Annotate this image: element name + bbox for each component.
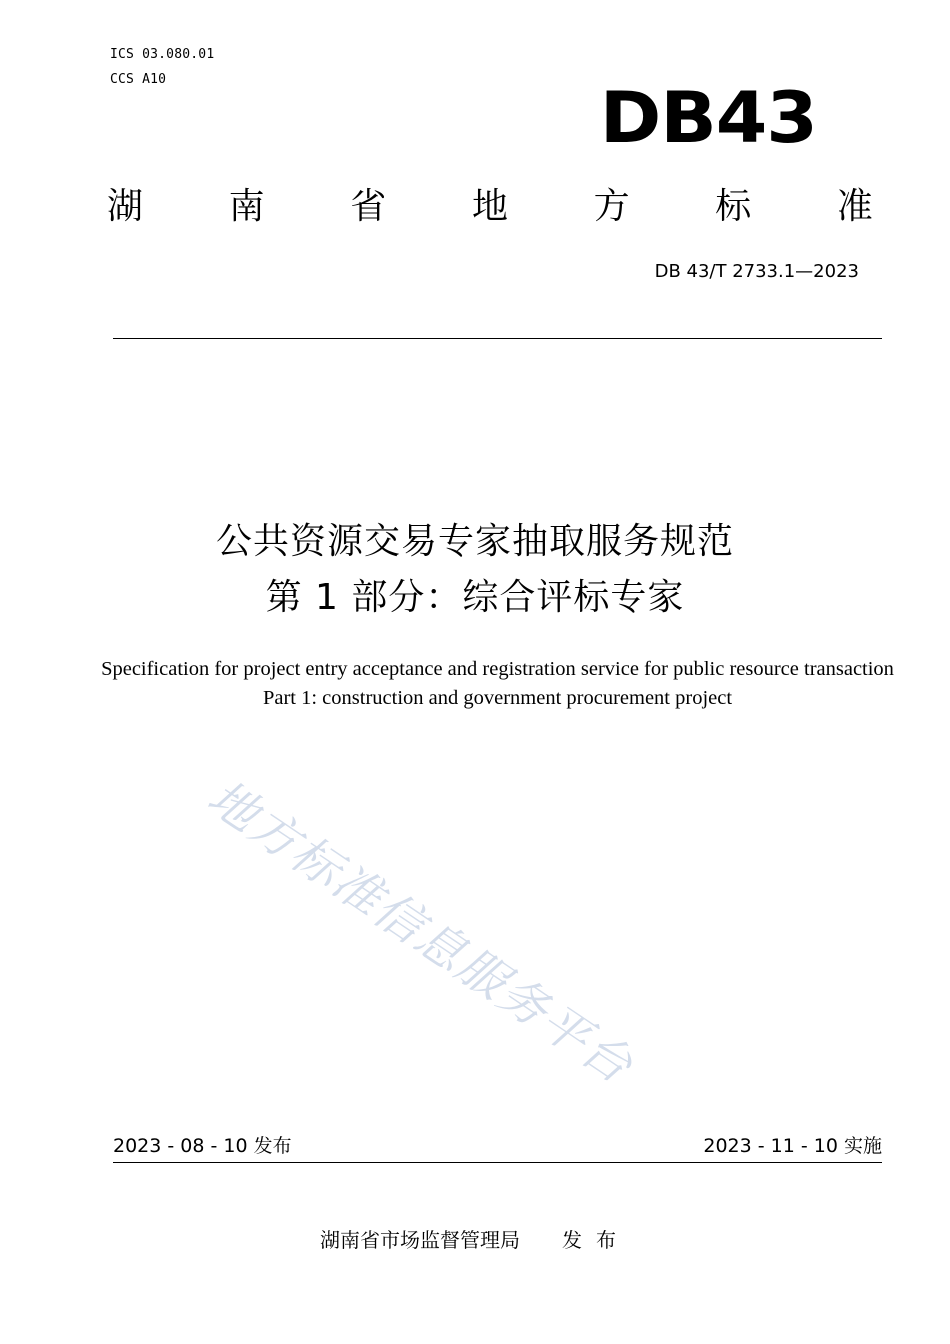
category-char: 省 [350, 186, 387, 227]
category-char: 标 [715, 186, 752, 227]
ics-code: ICS 03.080.01 [110, 47, 215, 62]
standard-category [105, 184, 875, 230]
publish-date: 2023 - 08 - 10 发布 [113, 1135, 292, 1157]
english-title: Specification for project entry acceptance and registration service for public resource transaction Part 1: construction and government procurement project [101, 658, 894, 709]
category-char: 方 [593, 186, 630, 227]
publisher-verb: 发布 [562, 1228, 630, 1252]
bottom-divider [113, 1162, 882, 1163]
category-char: 准 [836, 186, 873, 227]
publisher-name: 湖南省市场监督管理局 [320, 1228, 520, 1252]
document-title-line1: 公共资源交易专家抽取服务规范 [215, 521, 734, 562]
publisher-line [0, 1226, 950, 1254]
document-title-line2: 第 1 部分：综合评标专家 [265, 577, 685, 618]
ccs-code: CCS A10 [110, 72, 167, 87]
top-divider [113, 338, 882, 339]
implement-date: 2023 - 11 - 10 实施 [703, 1135, 882, 1157]
db43-logo: DB43 [599, 77, 817, 159]
watermark: 地方标准信息服务平台 [197, 769, 644, 1096]
category-char: 地 [471, 186, 508, 227]
standard-number: DB 43/T 2733.1—2023 [654, 261, 859, 282]
category-char: 湖 [106, 186, 143, 227]
category-char: 南 [228, 186, 265, 227]
